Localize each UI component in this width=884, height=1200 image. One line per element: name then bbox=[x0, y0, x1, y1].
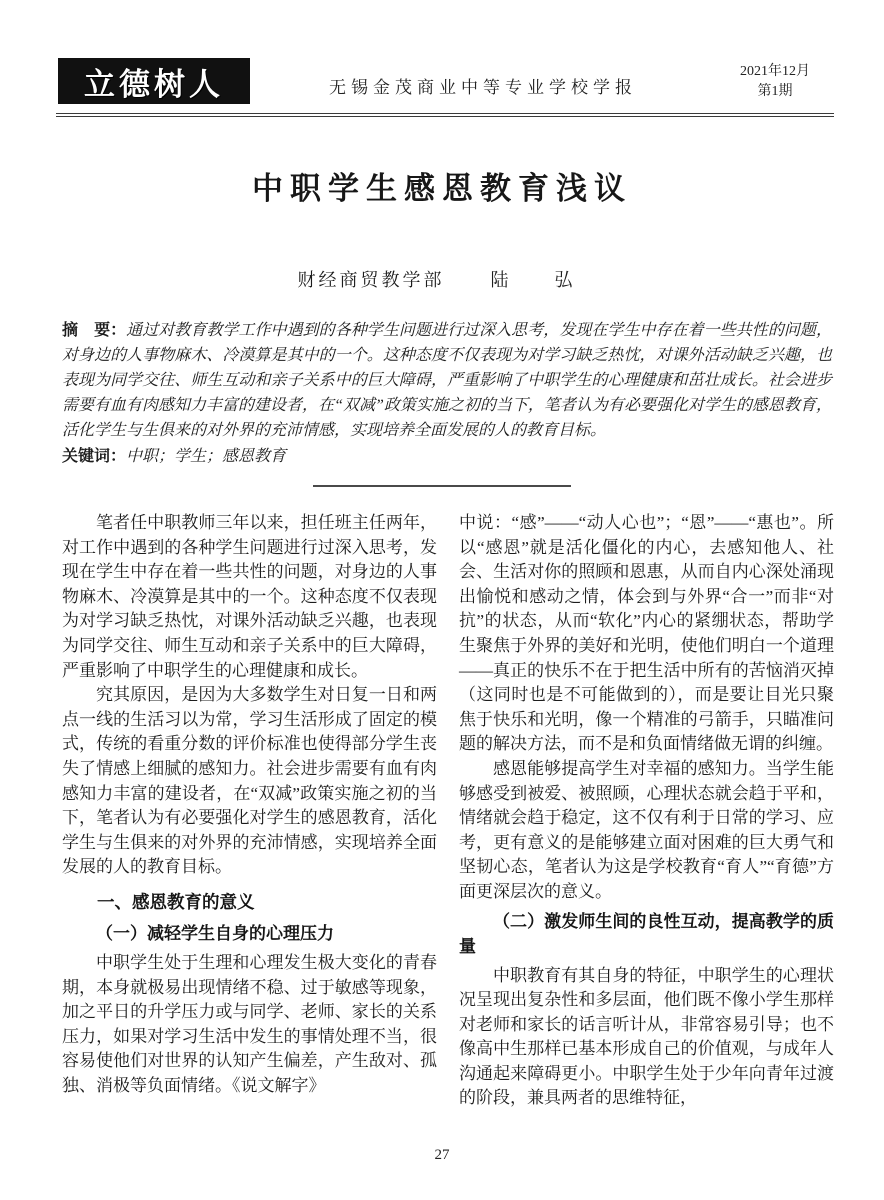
body-paragraph: 感恩能够提高学生对幸福的感知力。当学生能够感受到被爱、被照顾，心理状态就会趋于平和，情绪就会趋于稳定，这不仅有利于日常的学习、应考，更有意义的是能够建立面对困难的巨大勇气和坚韧心态，笔者认为这是学校教育“育人”“育德”方面更深层次的意义。 bbox=[459, 758, 834, 901]
article-title: 中职学生感恩教育浅议 bbox=[252, 171, 632, 206]
issue-info bbox=[716, 62, 834, 104]
header-divider bbox=[56, 113, 834, 117]
page-header bbox=[0, 0, 884, 104]
keywords-label: 关键词： bbox=[62, 448, 127, 465]
abstract-paragraph bbox=[62, 318, 832, 443]
section-heading-1: 一、感恩教育的意义 bbox=[97, 891, 255, 912]
body-paragraph: 中职教育有其自身的特征，中职学生的心理状况呈现出复杂性和多层面，他们既不像小学生那样对老师和家长的话言听计从，非常容易引导；也不像高中生那样已基本形成自己的价值观，与成年人沟通起来障碍更小。中职学生处于少年向青年过渡的阶段，兼具两者的思维特征， bbox=[459, 965, 834, 1108]
abstract-section bbox=[62, 318, 832, 469]
body-paragraph: 中职学生处于生理和心理发生极大变化的青春期，本身就极易出现情绪不稳、过于敏感等现象，加之平日的升学压力或与同学、老师、家长的关系压力，如果对学习生活中发生的事情处理不当，很容易使他们对世界的认知产生偏差，产生敌对、孤独、消极等负面情绪。《说文解字》 bbox=[62, 952, 437, 1095]
logo-text: 立德树人 bbox=[84, 66, 224, 102]
page-number: 27 bbox=[434, 1147, 450, 1163]
issue-number: 第1期 bbox=[757, 84, 793, 99]
journal-name: 无锡金茂商业中等专业学校学报 bbox=[329, 78, 637, 97]
right-column bbox=[459, 511, 834, 1111]
keywords-text: 中职；学生；感恩教育 bbox=[126, 448, 287, 465]
author-affiliation: 财经商贸教学部 bbox=[297, 270, 445, 290]
subsection-heading-1-1: （一）减轻学生自身的心理压力 bbox=[96, 923, 334, 943]
section-divider bbox=[313, 485, 571, 487]
issue-date: 2021年12月 bbox=[740, 64, 810, 79]
journal-logo bbox=[58, 58, 250, 104]
abstract-label: 摘 要： bbox=[62, 322, 127, 339]
subsection-heading-1-2: （二）激发师生间的良性互动，提高教学的质量 bbox=[459, 911, 834, 956]
author-name: 陆 弘 bbox=[490, 270, 587, 290]
body-paragraph: 笔者任中职教师三年以来，担任班主任两年，对工作中遇到的各种学生问题进行过深入思考，发现在学生中存在着一些共性的问题，对身边的人事物麻木、冷漠算是其中的一个。这种态度不仅表现为对学习缺乏热忱，对课外活动缺乏兴趣，也表现为同学交往、师生互动和亲子关系中的巨大障碍，严重影响了中职学生的心理健康和成长。 bbox=[62, 513, 437, 680]
article-body bbox=[62, 511, 834, 1111]
abstract-text: 通过对教育教学工作中遇到的各种学生问题进行过深入思考，发现在学生中存在着一些共性的问题，对身边的人事物麻木、冷漠算是其中的一个。这种态度不仅表现为对学习缺乏热忱，对课外活动缺乏兴趣，也表现为同学交往、师生互动和亲子关系中的巨大障碍，严重影响了中职学生的心理健康和茁壮成长。社会进步需要有血有肉感知力丰富的建设者，在“双减”政策实施之初的当下，笔者认为有必要强化对学生的感恩教育，活化学生与生俱来的对外界的充沛情感，实现培养全面发展的人的教育目标。 bbox=[62, 322, 832, 439]
body-paragraph: 究其原因，是因为大多数学生对日复一日和两点一线的生活习以为常，学习生活形成了固定的模式，传统的看重分数的评价标准也使得部分学生丧失了情感上细腻的感知力。社会进步需要有血有肉感知力丰富的建设者，在“双减”政策实施之初的当下，笔者认为有必要强化对学生的感恩教育，活化学生与生俱来的对外界的充沛情感，实现培养全面发展的人的教育目标。 bbox=[62, 685, 437, 877]
keywords-line bbox=[62, 444, 832, 469]
author-line bbox=[0, 266, 884, 292]
body-paragraph: 中说：“感”——“动人心也”；“恩”——“惠也”。所以“感恩”就是活化僵化的内心，去感知他人、社会、生活对你的照顾和恩惠，从而自内心深处涌现出愉悦和感动之情，体会到与外界“合一”而非“对抗”的状态，从而“软化”内心的紧绷状态，帮助学生聚焦于外界的美好和光明，使他们明白一个道理——真正的快乐不在于把生活中所有的苦恼消灭掉（这同时也是不可能做到的），而是要让目光只聚焦于快乐和光明，像一个精准的弓箭手，只瞄准问题的解决方法，而不是和负面情绪做无谓的纠缠。 bbox=[459, 513, 834, 754]
left-column bbox=[62, 511, 437, 1111]
